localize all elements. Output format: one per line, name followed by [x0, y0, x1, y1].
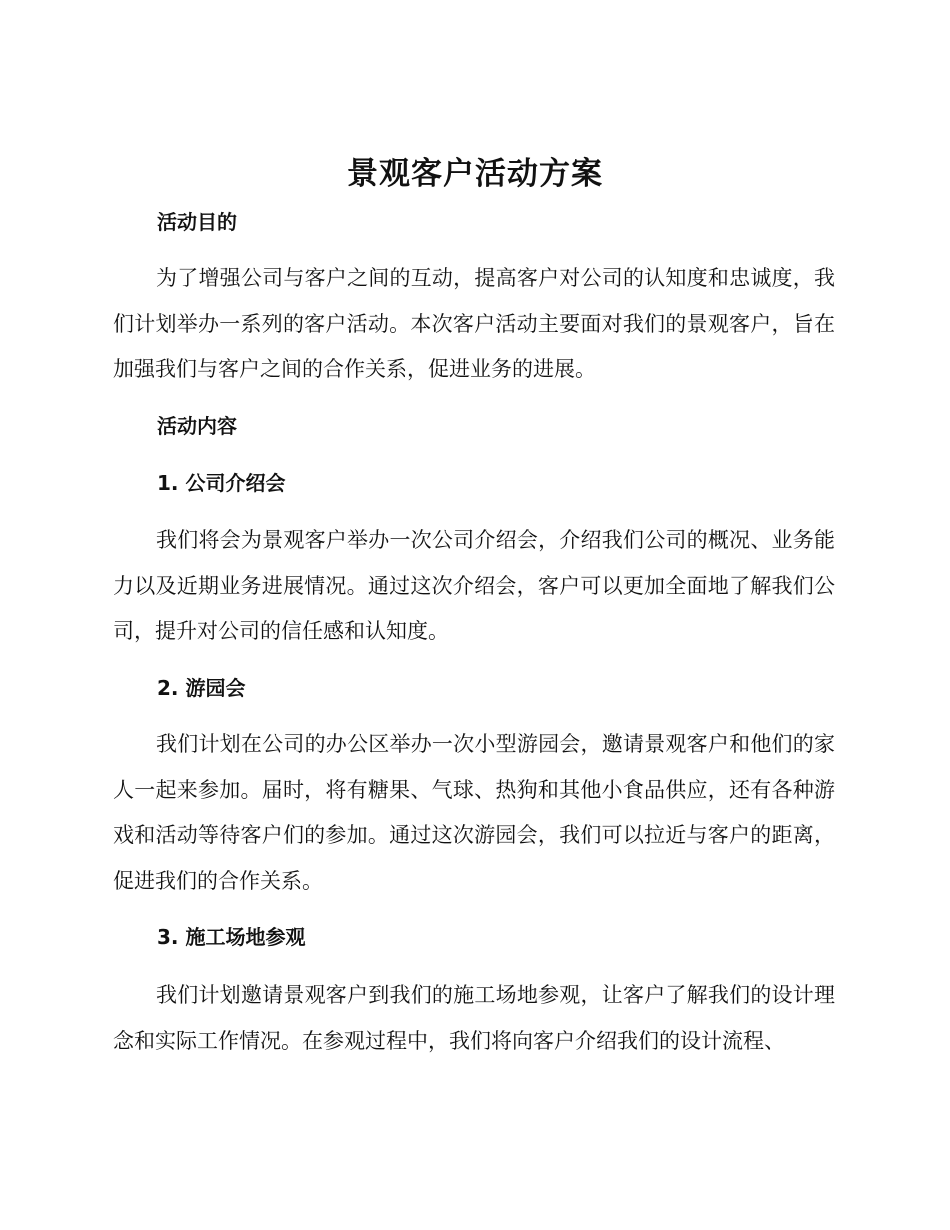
section-heading-content: 活动内容 — [157, 414, 237, 438]
section-heading-purpose: 活动目的 — [157, 210, 237, 234]
paragraph-garden-party: 我们计划在公司的办公区举办一次小型游园会，邀请景观客户和他们的家人一起来参加。届时，将有糖果、气球、热狗和其他小食品供应，还有各种游戏和活动等待客户们的参加。通过这次游园会，我们可以拉近与客户的距离，促进我们的合作关系。 — [113, 732, 835, 893]
paragraph-company-intro: 我们将会为景观客户举办一次公司介绍会，介绍我们公司的概况、业务能力以及近期业务进展情况。通过这次介绍会，客户可以更加全面地了解我们公司，提升对公司的信任感和认知度。 — [113, 528, 835, 643]
subheading-garden-party: 2. 游园会 — [157, 676, 246, 700]
subheading-site-visit: 3. 施工场地参观 — [157, 925, 306, 949]
document-title: 景观客户活动方案 — [347, 156, 603, 192]
subheading-company-intro: 1. 公司介绍会 — [157, 471, 286, 495]
paragraph-site-visit: 我们计划邀请景观客户到我们的施工场地参观，让客户了解我们的设计理念和实际工作情况。在参观过程中，我们将向客户介绍我们的设计流程、 — [113, 983, 835, 1053]
paragraph-purpose: 为了增强公司与客户之间的互动，提高客户对公司的认知度和忠诚度，我们计划举办一系列的客户活动。本次客户活动主要面对我们的景观客户，旨在加强我们与客户之间的合作关系，促进业务的进展。 — [113, 266, 835, 381]
